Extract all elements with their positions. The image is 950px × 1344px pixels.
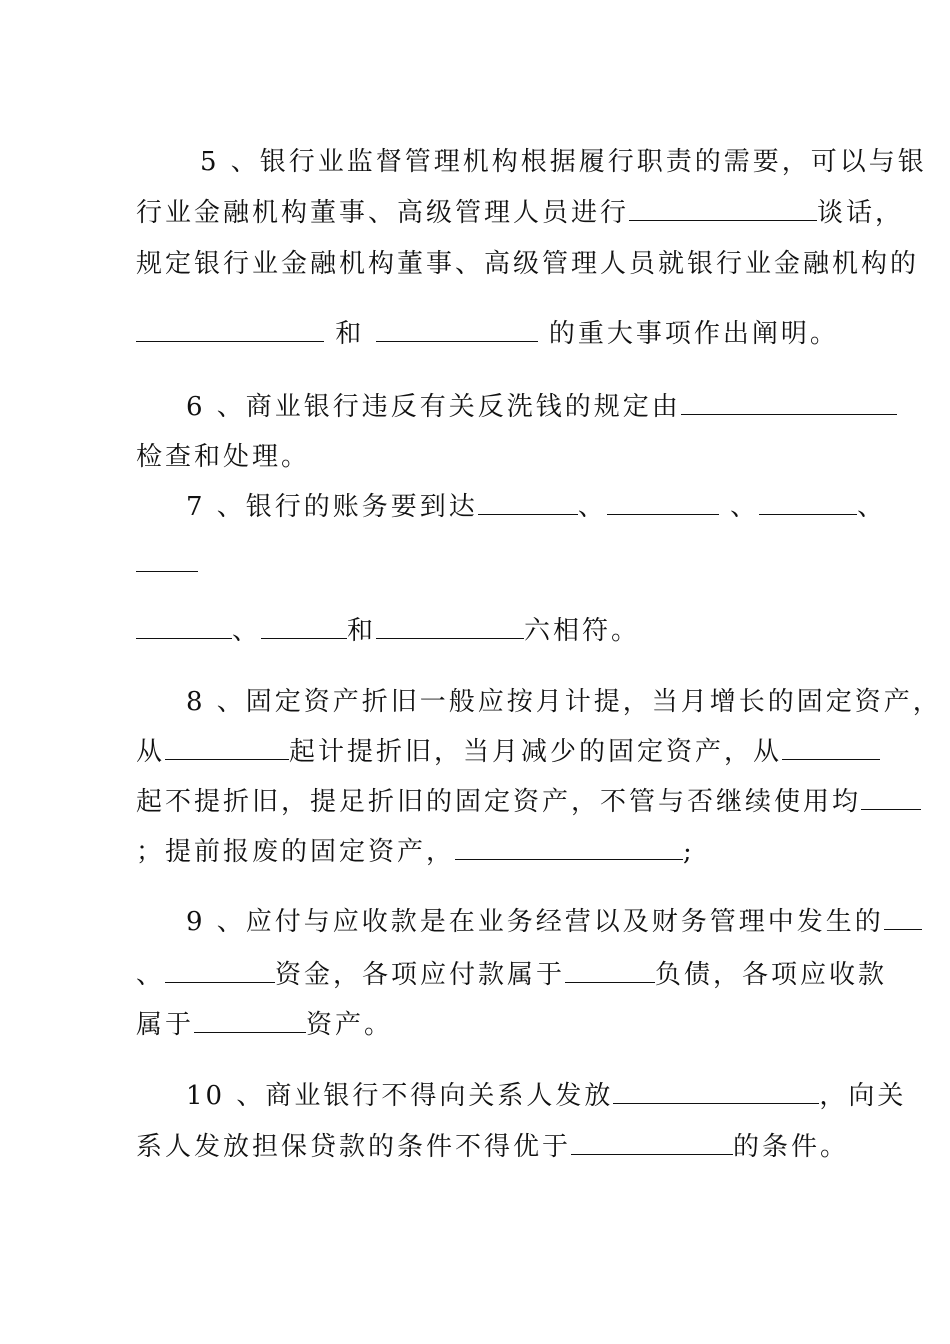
q8-blank-1[interactable] — [165, 735, 289, 760]
q9-line-3 — [136, 1006, 393, 1044]
q8-text-4b: ; — [683, 837, 695, 867]
q8-line-3 — [136, 783, 921, 821]
q9-text-2c: 负债，各项应收款 — [655, 960, 888, 990]
q7-line-2 — [136, 545, 198, 583]
q5-text-2b: 谈话， — [817, 198, 905, 228]
q8-text-1: 8 、固定资产折旧一般应按月计提，当月增长的固定资产， — [186, 687, 942, 717]
q7-blank-7[interactable] — [376, 614, 524, 639]
q9-line-2 — [136, 956, 887, 994]
q7-blank-3[interactable] — [759, 490, 857, 515]
q9-blank-2[interactable] — [165, 958, 275, 983]
q8-text-3: 起不提折旧，提足折旧的固定资产，不管与否继续使用均 — [136, 787, 862, 817]
q7-text-end: 六相符。 — [524, 616, 641, 646]
q8-blank-4[interactable] — [455, 835, 683, 860]
q6-line-1 — [186, 388, 897, 426]
q9-text-2b: 资金，各项应付款属于 — [275, 960, 566, 990]
q7-sep-2: 、 — [730, 492, 760, 522]
q7-text-and: 和 — [347, 616, 377, 646]
q9-line-1 — [186, 903, 922, 941]
q8-text-2b: 起计提折旧，当月减少的固定资产，从 — [289, 737, 783, 767]
q5-blank-2[interactable] — [136, 317, 324, 342]
q7-sep-1: 、 — [577, 492, 607, 522]
q10-line-2 — [136, 1128, 849, 1166]
q10-text-2b: 的条件。 — [733, 1132, 850, 1162]
q5-text-2a: 行业金融机构董事、高级管理人员进行 — [136, 198, 630, 228]
q7-line-1 — [186, 488, 886, 526]
q8-line-4 — [136, 833, 695, 871]
q7-line-3 — [136, 612, 640, 650]
q9-blank-3[interactable] — [565, 958, 655, 983]
q8-line-1 — [186, 683, 942, 721]
q5-text-4b: 的重大事项作出阐明。 — [548, 319, 839, 349]
q7-blank-5[interactable] — [136, 614, 232, 639]
q10-blank-2[interactable] — [571, 1130, 733, 1155]
q9-text-3a: 属于 — [136, 1010, 195, 1040]
q7-blank-4[interactable] — [136, 547, 198, 572]
q9-text-1: 9 、应付与应收款是在业务经营以及财务管理中发生的 — [186, 907, 884, 937]
q7-sep-4: 、 — [232, 616, 262, 646]
q9-blank-1[interactable] — [884, 905, 922, 930]
q5-text-1: 5 、银行业监督管理机构根据履行职责的需要，可以与银 — [200, 147, 927, 177]
q7-blank-2[interactable] — [607, 490, 719, 515]
q8-blank-3[interactable] — [861, 785, 921, 810]
q5-line-2 — [136, 194, 904, 232]
q6-line-2 — [136, 438, 310, 476]
q8-text-2a: 从 — [136, 737, 166, 767]
q6-blank-1[interactable] — [681, 390, 897, 415]
q10-text-1b: ，向关 — [819, 1081, 907, 1111]
q9-text-3b: 资产。 — [306, 1010, 394, 1040]
q5-text-3: 规定银行业金融机构董事、高级管理人员就银行业金融机构的 — [136, 249, 920, 279]
q8-text-4a: ；提前报废的固定资产， — [136, 837, 456, 867]
q8-blank-2[interactable] — [782, 735, 880, 760]
q10-text-1a: 10 、商业银行不得向关系人发放 — [186, 1081, 614, 1111]
q6-text-1: 6 、商业银行违反有关反洗钱的规定由 — [186, 392, 681, 422]
q9-text-2a: 、 — [136, 960, 166, 990]
q7-blank-6[interactable] — [261, 614, 347, 639]
q10-text-2a: 系人发放担保贷款的条件不得优于 — [136, 1132, 572, 1162]
q5-text-4a: 和 — [335, 319, 365, 349]
q5-blank-3[interactable] — [376, 317, 538, 342]
q6-text-2: 检查和处理。 — [136, 442, 311, 472]
q7-blank-1[interactable] — [478, 490, 578, 515]
q9-blank-4[interactable] — [194, 1008, 306, 1033]
q10-blank-1[interactable] — [613, 1079, 819, 1104]
q5-line-4 — [136, 315, 839, 353]
q8-line-2 — [136, 733, 880, 771]
q5-line-3 — [136, 245, 919, 283]
q5-line-1 — [200, 143, 927, 181]
q7-text-1: 7 、银行的账务要到达 — [186, 492, 478, 522]
q7-sep-3: 、 — [857, 492, 887, 522]
q10-line-1 — [186, 1077, 906, 1115]
q5-blank-1[interactable] — [629, 196, 817, 221]
